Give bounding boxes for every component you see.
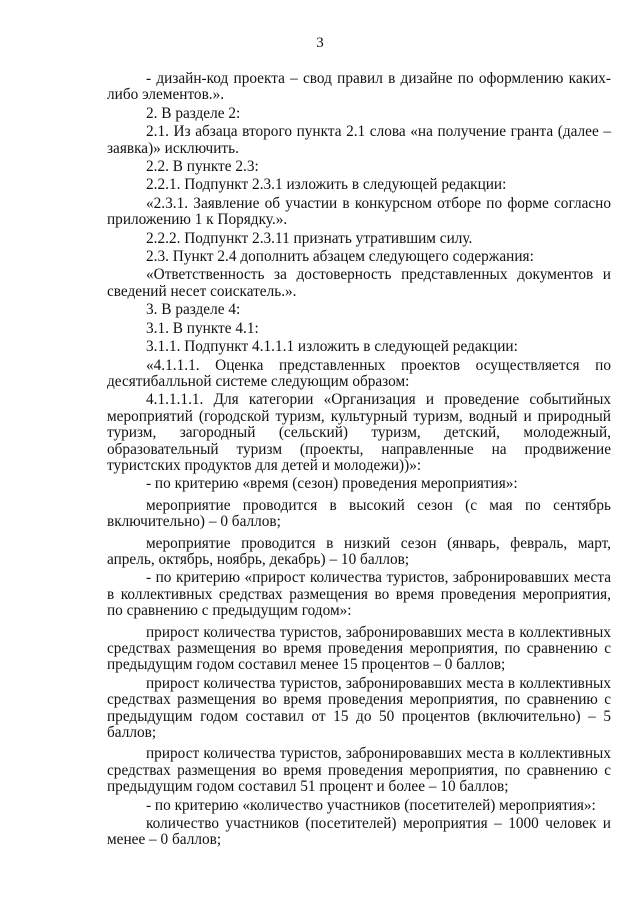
paragraph-growth-51-plus: прирост количества туристов, забронировавших места в коллективных средствах размещения во время проведения мероприятия, по сравнению с предыдущим годом составил 51 процент и более – 10 баллов; [107,745,611,796]
paragraph-3-1-1: 3.1.1. Подпункт 4.1.1.1 изложить в следующей редакции: [146,338,518,356]
paragraph-4-1-1-1-quote: «4.1.1.1. Оценка представленных проектов осуществляется по десятибалльной системе следующим образом: [107,356,611,390]
paragraph-growth-15-50: прирост количества туристов, забронировавших места в коллективных средствах размещения во время проведения мероприятия, по сравнению с предыдущим годом составил от 15 до 50 процентов (включительно) – 5 баллов; [107,674,611,742]
paragraph-high-season: мероприятие проводится в высокий сезон (с мая по сентябрь включительно) – 0 баллов; [107,496,611,531]
paragraph-2-1: 2.1. Из абзаца второго пункта 2.1 слова «на получение гранта (далее – заявка)» исключить. [107,123,611,157]
paragraph-2-2-2: 2.2.2. Подпункт 2.3.11 признать утратившим силу. [146,229,473,247]
paragraph-2-2-1: 2.2.1. Подпункт 2.3.1 изложить в следующей редакции: [146,176,507,194]
paragraph-4-1-1-1-1: 4.1.1.1.1. Для категории «Организация и проведение событийных мероприятий (городской туризм, культурный туризм, водный и природный туризм, загородный (сельский) туризм, детский, молодежный, образовательный туризм (проекты, направленные на продвижение туристских продуктов для детей и молодежи))»: [107,391,611,474]
paragraph-2-2: 2.2. В пункте 2.3: [146,158,259,176]
paragraph-growth-under-15: прирост количества туристов, забронировавших места в коллективных средствах размещения во время проведения мероприятия, по сравнению с предыдущим годом составил менее 15 процентов – 0 баллов; [107,623,611,674]
document-body [107,71,611,849]
paragraph-criterion-tourist-growth: - по критерию «прирост количества туристов, забронировавших места в коллективных средствах размещения во время проведения мероприятия, по сравнению с предыдущим годом»: [107,569,611,620]
page-number: 3 [316,35,324,51]
paragraph-participants-1000: количество участников (посетителей) мероприятия – 1000 человек и менее – 0 баллов; [107,815,611,849]
paragraph-3-1: 3.1. В пункте 4.1: [146,319,259,337]
paragraph-criterion-season: - по критерию «время (сезон) проведения мероприятия»: [146,475,518,493]
paragraph-section-2: 2. В разделе 2: [146,104,241,122]
paragraph-section-4: 3. В разделе 4: [146,301,241,319]
paragraph-2-3: 2.3. Пункт 2.4 дополнить абзацем следующего содержания: [146,248,534,266]
paragraph-responsibility-quote: «Ответственность за достоверность представленных документов и сведений несет соискатель.». [107,266,611,300]
paragraph-2-3-1-quote: «2.3.1. Заявление об участии в конкурсном отборе по форме согласно приложению 1 к Порядку.». [107,194,611,229]
paragraph-criterion-participants: - по критерию «количество участников (посетителей) мероприятия»: [146,796,596,814]
paragraph-design-code: - дизайн-код проекта – свод правил в дизайне по оформлению каких-либо элементов.». [107,70,611,104]
paragraph-low-season: мероприятие проводится в низкий сезон (январь, февраль, март, апрель, октябрь, ноябрь, декабрь) – 10 баллов; [107,534,611,568]
